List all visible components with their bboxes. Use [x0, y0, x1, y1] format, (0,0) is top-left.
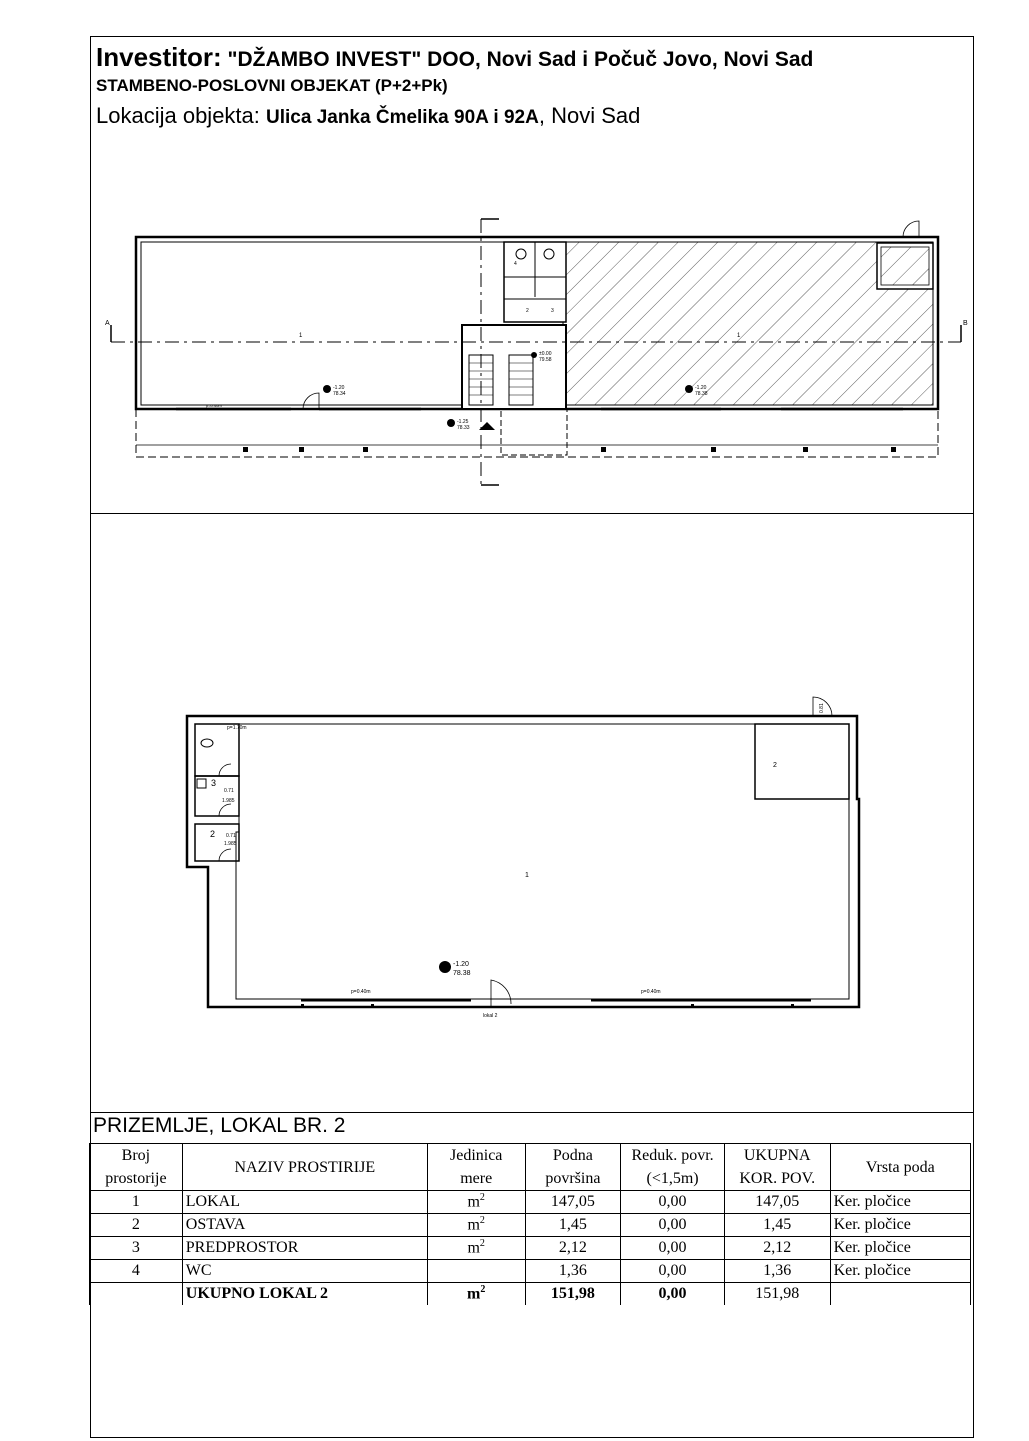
door-small-dim-b: 1.985: [222, 798, 235, 804]
section-b-label: B: [963, 320, 968, 327]
svg-text:78.34: 78.34: [333, 391, 346, 397]
room-label-1-bottom: 1: [525, 872, 529, 879]
level-marker-entry: [447, 419, 470, 431]
room-label-2-small: 2: [210, 829, 216, 839]
table-row: 1 LOKAL $m^2$ 147,05 0,00 147,05 Ker. pločice: [90, 1191, 971, 1214]
table-title: PRIZEMLJE, LOKAL BR. 2: [93, 1114, 346, 1137]
door-dim-a: 0.81: [819, 703, 825, 713]
door-top-right: [903, 221, 919, 237]
svg-text:-1.20: -1.20: [333, 385, 345, 391]
stairwell: [462, 325, 566, 409]
room-label-3: 3: [551, 308, 554, 314]
table-header-row: [90, 1144, 971, 1191]
room-label-right: 1: [737, 333, 741, 339]
location-street: Ulica Janka Čmelika 90A i 92A: [266, 107, 539, 128]
entrance-canopy: [501, 409, 567, 455]
room-label-left: 1: [299, 333, 303, 339]
floor-plans: [91, 37, 975, 1112]
investor-rest: Novi Sad i Počuč Jovo, Novi Sad: [480, 48, 814, 71]
header-naziv: NAZIV PROSTIRIJE: [182, 1144, 427, 1191]
location-label: Lokacija objekta:: [96, 103, 266, 128]
wc-note: p=1.70m: [227, 725, 247, 731]
terrace-outline: [136, 409, 938, 457]
table-row: 2 OSTAVA $m^2$ 1,45 0,00 1,45 Ker. pločice: [90, 1214, 971, 1237]
header-podna: Podna površina: [525, 1144, 621, 1191]
rooms-table: [89, 1143, 971, 1305]
svg-text:-1.20: -1.20: [695, 385, 707, 391]
lokal-outer-wall: [187, 716, 859, 1007]
entrance-label: lokal 2: [483, 1013, 498, 1019]
predprostor-room: [195, 776, 239, 816]
door-small-dim-a: 0.71: [224, 788, 234, 794]
plan-ground-floor: [105, 219, 968, 485]
svg-text:±0.00: ±0.00: [539, 351, 552, 357]
drawing-sheet: [90, 36, 974, 1438]
section-divider-table: [91, 1112, 973, 1113]
entrance-door: [491, 980, 511, 1007]
investor-label: Investitor:: [96, 42, 222, 72]
sink-icon: [197, 779, 206, 788]
window-note-right: p=0.40m: [641, 989, 661, 995]
header-ukupna: UKUPNA KOR. POV.: [724, 1144, 830, 1191]
toilet-icon: [201, 739, 213, 747]
table-row: 3 PREDPROSTOR $m^2$ 2,12 0,00 2,12 Ker. pločice: [90, 1237, 971, 1260]
door-small-dim-c: 0.71: [226, 833, 236, 839]
plan-lokal-2: [187, 697, 859, 1019]
section-a-label: A: [105, 320, 110, 327]
room-label-2-bottom: 2: [773, 762, 777, 769]
header-reduk: Reduk. povr. (<1,5m): [621, 1144, 725, 1191]
door-left: [303, 393, 319, 409]
room-label-3-bottom: 3: [211, 778, 217, 788]
window-note-left: p=0.40m: [351, 989, 371, 995]
table-row: 4 WC 1,36 0,00 1,36 Ker. pločice: [90, 1260, 971, 1283]
window-note-top: p=0.40m: [206, 403, 222, 408]
table-total-row: UKUPNO LOKAL 2 $m^2$ 151,98 0,00 151,98: [90, 1283, 971, 1306]
header-broj: Broj prostorije: [90, 1144, 183, 1191]
svg-text:78.38: 78.38: [695, 391, 708, 397]
level-marker-left: [323, 385, 346, 397]
storage-hatch: [881, 247, 929, 285]
svg-text:78.33: 78.33: [457, 425, 470, 431]
room-label-4: 4: [514, 261, 517, 267]
svg-text:78.38: 78.38: [453, 970, 471, 977]
door-small-dim-d: 1.985: [224, 841, 237, 847]
lokal-inner-wall: [236, 724, 849, 999]
svg-text:-1.20: -1.20: [453, 961, 469, 968]
room-label-2: 2: [526, 308, 529, 314]
svg-text:-1.25: -1.25: [457, 419, 469, 425]
investor-name: "DŽAMBO INVEST" DOO,: [221, 48, 481, 71]
building-type: STAMBENO-POSLOVNI OBJEKAT (P+2+Pk): [96, 76, 448, 95]
ostava-large: [755, 724, 849, 799]
location-city: , Novi Sad: [538, 103, 641, 128]
header-vrsta: Vrsta poda: [830, 1144, 970, 1191]
level-marker-bottom: [439, 961, 471, 977]
header-jedinica: Jedinica mere: [427, 1144, 525, 1191]
wc-room: [195, 724, 239, 776]
columns: [243, 447, 896, 452]
svg-text:79.58: 79.58: [539, 357, 552, 363]
